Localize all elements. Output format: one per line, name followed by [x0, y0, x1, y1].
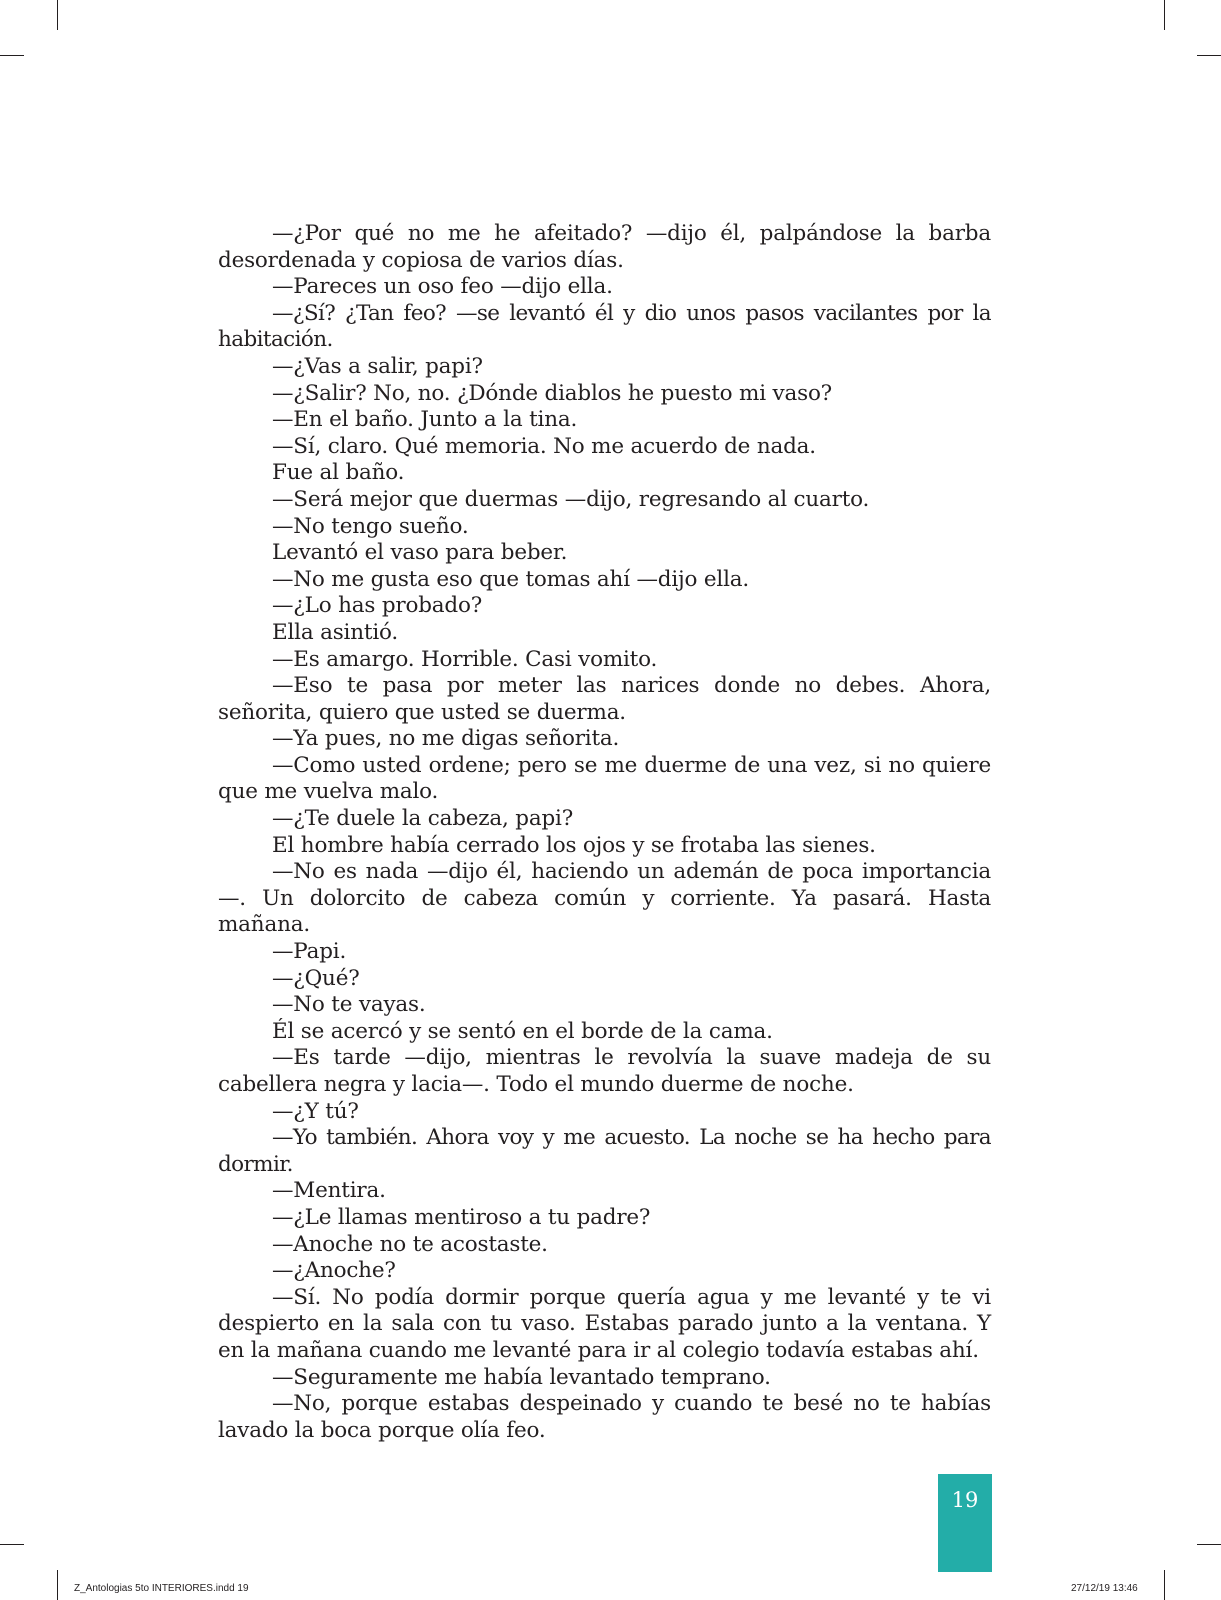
paragraph: —Ya pues, no me digas señorita.: [272, 726, 620, 752]
page-number-tab: [938, 1474, 992, 1572]
crop-mark-top-right: [1164, 0, 1165, 30]
paragraph: —No te vayas.: [272, 992, 426, 1018]
paragraph: Levantó el vaso para beber.: [272, 540, 568, 566]
footer-file-info: Z_Antologias 5to INTERIORES.indd 19: [74, 1583, 249, 1594]
crop-mark-left-top: [0, 55, 24, 56]
crop-mark-right-top: [1197, 55, 1221, 56]
paragraph: Ella asintió.: [272, 619, 398, 645]
paragraph: —Pareces un oso feo —dijo ella.: [272, 274, 613, 300]
crop-mark-bottom-left: [57, 1570, 58, 1600]
paragraph: El hombre había cerrado los ojos y se frotaba las sienes.: [272, 832, 876, 858]
paragraph: —No es nada —dijo él, haciendo un ademán de poca importancia—. Un dolorcito de cabeza común y corriente. Ya pasará. Hasta mañana.: [218, 859, 991, 938]
paragraph: —No me gusta eso que tomas ahí —dijo ella.: [272, 566, 750, 592]
paragraph: —Mentira.: [272, 1178, 386, 1204]
paragraph: —Eso te pasa por meter las narices donde no debes. Ahora, señorita, quiero que usted se duerma.: [218, 673, 991, 725]
paragraph: —Anoche no te acostaste.: [272, 1231, 548, 1257]
paragraph: Fue al baño.: [272, 460, 405, 486]
paragraph: —Yo también. Ahora voy y me acuesto. La noche se ha hecho para dormir.: [218, 1125, 991, 1177]
paragraph: —¿Y tú?: [272, 1098, 359, 1124]
crop-mark-top-left: [57, 0, 58, 30]
crop-mark-bottom-right: [1164, 1570, 1165, 1600]
story-text: [218, 221, 991, 1444]
paragraph: —Papi.: [272, 939, 347, 965]
crop-mark-right-bottom: [1197, 1544, 1221, 1545]
paragraph: —¿Anoche?: [272, 1258, 396, 1284]
paragraph: —Seguramente me había levantado temprano.: [272, 1364, 771, 1390]
paragraph: —Será mejor que duermas —dijo, regresando al cuarto.: [272, 486, 870, 512]
paragraph: —¿Por qué no me he afeitado? —dijo él, palpándose la barba desordenada y copiosa de varios días.: [218, 221, 991, 273]
crop-mark-left-bottom: [0, 1544, 24, 1545]
paragraph: —Sí. No podía dormir porque quería agua y me levanté y te vi despierto en la sala con tu vaso. Estabas parado junto a la ventana. Y en la mañana cuando me levanté para ir al colegio todavía estabas ahí.: [218, 1284, 991, 1363]
paragraph: —No, porque estabas despeinado y cuando te besé no te habías lavado la boca porque olía feo.: [218, 1391, 991, 1443]
paragraph: —No tengo sueño.: [272, 513, 469, 539]
paragraph: —¿Salir? No, no. ¿Dónde diablos he puesto mi vaso?: [272, 380, 833, 406]
paragraph: —Es amargo. Horrible. Casi vomito.: [272, 646, 658, 672]
paragraph: —Como usted ordene; pero se me duerme de una vez, si no quiere que me vuelva malo.: [218, 752, 991, 805]
paragraph: —¿Sí? ¿Tan feo? —se levantó él y dio unos pasos vacilantes por la habitación.: [218, 300, 991, 353]
page-number: 19: [951, 1488, 979, 1512]
paragraph: —¿Le llamas mentiroso a tu padre?: [272, 1204, 651, 1230]
paragraph: —Es tarde —dijo, mientras le revolvía la suave madeja de su cabellera negra y lacia—. Todo el mundo duerme de noche.: [218, 1045, 991, 1097]
paragraph: Él se acercó y se sentó en el borde de la cama.: [272, 1018, 773, 1044]
paragraph: —En el baño. Junto a la tina.: [272, 407, 578, 433]
paragraph: —¿Vas a salir, papi?: [272, 353, 483, 379]
footer-timestamp: 27/12/19 13:46: [1071, 1583, 1138, 1594]
paragraph: —Sí, claro. Qué memoria. No me acuerdo de nada.: [272, 433, 816, 459]
paragraph: —¿Te duele la cabeza, papi?: [272, 806, 574, 832]
paragraph: —¿Qué?: [272, 965, 360, 991]
paragraph: —¿Lo has probado?: [272, 593, 483, 619]
